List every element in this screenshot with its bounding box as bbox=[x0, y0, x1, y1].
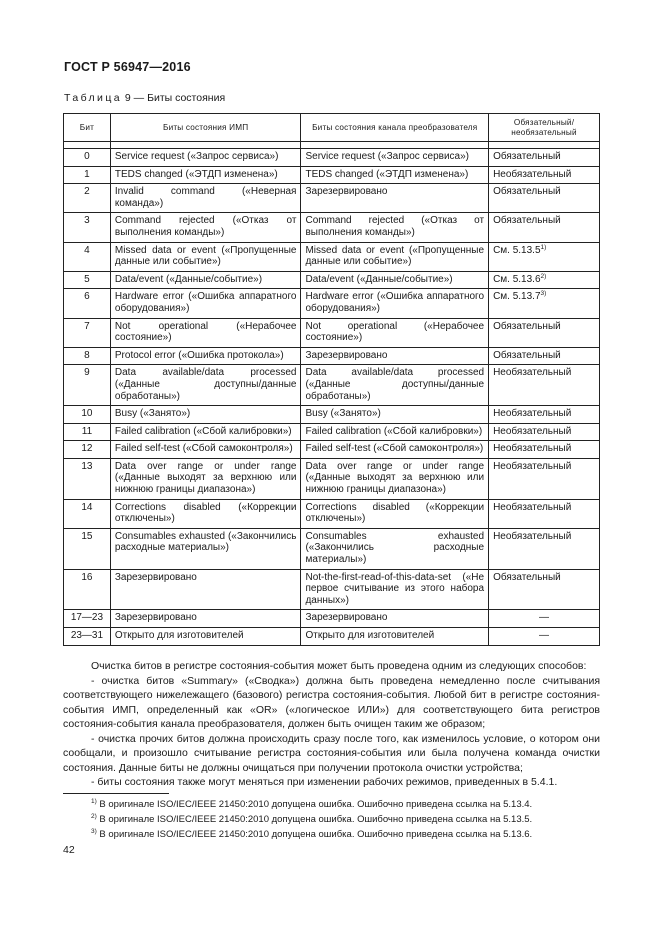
cell-channel-bit bbox=[301, 347, 489, 365]
cell-channel-bit-text: TEDS changed («ЭТДП изменена») bbox=[305, 168, 469, 180]
table-caption-text: 9 — Биты состояния bbox=[121, 92, 226, 104]
footnote-text: В оригинале ISO/IEC/IEEE 21450:2010 допущена ошибка. Ошибочно приведена ссылка на 5.13.6. bbox=[96, 829, 533, 840]
cell-channel-bit-text: Not operational («Нерабочее состояние») bbox=[305, 320, 485, 344]
cell-bit bbox=[64, 458, 111, 499]
table-caption-word: Таблица bbox=[64, 92, 122, 104]
cell-channel-bit-text: Зарезервировано bbox=[305, 186, 388, 198]
cell-required bbox=[489, 499, 600, 528]
cell-bit bbox=[64, 499, 111, 528]
cell-bit-text: 6 bbox=[84, 291, 90, 303]
cell-bit bbox=[64, 423, 111, 441]
cell-required bbox=[489, 184, 600, 213]
header-channel-bits: Биты состояния канала преобразователя bbox=[301, 114, 489, 142]
document-header-title: ГОСТ Р 56947—2016 bbox=[64, 60, 191, 74]
footnote bbox=[91, 812, 532, 827]
cell-imp-bit bbox=[110, 166, 301, 184]
footnote bbox=[91, 827, 532, 842]
cell-imp-bit bbox=[110, 610, 301, 628]
table-caption bbox=[64, 92, 225, 104]
cell-bit-text: 13 bbox=[81, 460, 93, 472]
cell-imp-bit-text: Data/event («Данные/событие») bbox=[114, 273, 263, 285]
cell-imp-bit bbox=[110, 149, 301, 167]
cell-bit bbox=[64, 242, 111, 271]
header-bit: Бит bbox=[64, 114, 111, 142]
body-item: - очистка прочих битов должна происходить сразу после того, как изменилось условие, о котором они сообщали, и произошло считывание регистра состояния-события или была получена команда очистки состояния. Данные биты не должны очищаться при получении протокола очистки устройства; bbox=[63, 732, 600, 774]
cell-required-text: Необязательный bbox=[493, 530, 572, 542]
cell-channel-bit bbox=[301, 528, 489, 569]
cell-bit bbox=[64, 149, 111, 167]
cell-required-text: См. 5.13.5 bbox=[493, 244, 541, 256]
cell-bit-text: 0 bbox=[84, 151, 90, 162]
cell-bit-text: 11 bbox=[81, 425, 93, 437]
table-row bbox=[64, 347, 600, 365]
footnotes bbox=[91, 797, 532, 842]
cell-required-text: Обязательный bbox=[493, 571, 561, 583]
table-row bbox=[64, 166, 600, 184]
cell-channel-bit-text: Command rejected («Отказ от выполнения команды») bbox=[305, 215, 485, 238]
cell-bit-text: 16 bbox=[81, 571, 93, 583]
cell-bit bbox=[64, 166, 111, 184]
cell-imp-bit-text: Missed data or event («Пропущенные данные или событие») bbox=[114, 244, 297, 268]
cell-channel-bit-text: Missed data or event («Пропущенные данные или событие») bbox=[305, 244, 485, 268]
cell-imp-bit-text: Зарезервировано bbox=[114, 571, 197, 583]
cell-channel-bit bbox=[301, 628, 489, 646]
table-row bbox=[64, 610, 600, 628]
cell-bit bbox=[64, 347, 111, 365]
cell-channel-bit-text: Data over range or under range («Данные выходят за верхнюю или нижнюю границы диапазона») bbox=[305, 460, 485, 496]
cell-channel-bit bbox=[301, 213, 489, 242]
cell-required bbox=[489, 213, 600, 242]
table-row bbox=[64, 458, 600, 499]
status-bits-table bbox=[63, 113, 600, 646]
table-row bbox=[64, 528, 600, 569]
cell-required-text: См. 5.13.6 bbox=[493, 273, 541, 285]
cell-imp-bit-text: Protocol error («Ошибка протокола») bbox=[114, 349, 284, 361]
cell-required bbox=[489, 458, 600, 499]
cell-bit-text: 3 bbox=[84, 215, 90, 227]
table-header-row bbox=[64, 114, 600, 142]
cell-imp-bit bbox=[110, 499, 301, 528]
cell-imp-bit-text: Hardware error («Ошибка аппаратного оборудования») bbox=[114, 291, 297, 314]
cell-required-text: Обязательный bbox=[493, 186, 561, 198]
table-row bbox=[64, 242, 600, 271]
cell-channel-bit-text: Зарезервировано bbox=[305, 349, 388, 361]
table-row bbox=[64, 184, 600, 213]
cell-imp-bit-text: Busy («Занято») bbox=[114, 408, 191, 420]
body-text bbox=[63, 659, 600, 790]
cell-imp-bit-text: Consumables exhausted («Закончились расходные материалы») bbox=[114, 530, 297, 554]
cell-channel-bit bbox=[301, 271, 489, 289]
cell-imp-bit-text: Зарезервировано bbox=[114, 612, 197, 624]
cell-channel-bit bbox=[301, 458, 489, 499]
table-row bbox=[64, 406, 600, 424]
footnote-mark: 2) bbox=[91, 813, 97, 820]
footnote bbox=[91, 797, 532, 812]
cell-bit bbox=[64, 271, 111, 289]
table-row bbox=[64, 271, 600, 289]
cell-channel-bit-text: Busy («Занято») bbox=[305, 408, 381, 420]
cell-required bbox=[489, 406, 600, 424]
cell-required-text: — bbox=[539, 612, 550, 624]
cell-imp-bit bbox=[110, 441, 301, 459]
cell-required-text: Необязательный bbox=[493, 168, 572, 180]
cell-required bbox=[489, 271, 600, 289]
table-row bbox=[64, 569, 600, 610]
cell-bit bbox=[64, 213, 111, 242]
cell-imp-bit-text: Service request («Запрос сервиса») bbox=[114, 151, 279, 162]
footnote-text: В оригинале ISO/IEC/IEEE 21450:2010 допущена ошибка. Ошибочно приведена ссылка на 5.13.5. bbox=[96, 814, 533, 825]
cell-channel-bit bbox=[301, 242, 489, 271]
cell-channel-bit bbox=[301, 406, 489, 424]
cell-channel-bit bbox=[301, 610, 489, 628]
cell-required-text: Обязательный bbox=[493, 320, 561, 332]
body-intro: Очистка битов в регистре состояния-события может быть проведена одним из следующих способов: bbox=[91, 660, 587, 672]
cell-required bbox=[489, 318, 600, 347]
cell-channel-bit-text: Data/event («Данные/событие») bbox=[305, 273, 453, 285]
cell-imp-bit-text: Command rejected («Отказ от выполнения команды») bbox=[114, 215, 297, 238]
cell-channel-bit-text: Failed calibration («Сбой калибровки») bbox=[305, 425, 483, 437]
cell-imp-bit bbox=[110, 458, 301, 499]
cell-channel-bit-text: Consumables exhausted («Закончились расходные материалы») bbox=[305, 530, 485, 566]
cell-bit-text: 4 bbox=[84, 244, 90, 256]
cell-imp-bit bbox=[110, 347, 301, 365]
table-row bbox=[64, 441, 600, 459]
cell-required bbox=[489, 289, 600, 318]
cell-bit bbox=[64, 528, 111, 569]
cell-bit-text: 8 bbox=[84, 349, 90, 361]
cell-bit bbox=[64, 569, 111, 610]
cell-imp-bit bbox=[110, 242, 301, 271]
cell-channel-bit bbox=[301, 166, 489, 184]
cell-bit bbox=[64, 628, 111, 646]
cell-required bbox=[489, 441, 600, 459]
cell-bit bbox=[64, 318, 111, 347]
cell-imp-bit-text: Invalid command («Неверная команда») bbox=[114, 186, 297, 209]
footnote-ref: 1) bbox=[540, 243, 547, 251]
table-row bbox=[64, 365, 600, 406]
cell-required bbox=[489, 423, 600, 441]
header-imp-bits: Биты состояния ИМП bbox=[110, 114, 301, 142]
table-row bbox=[64, 289, 600, 318]
cell-bit bbox=[64, 365, 111, 406]
table-row bbox=[64, 213, 600, 242]
cell-required-text: — bbox=[539, 630, 550, 641]
cell-imp-bit bbox=[110, 271, 301, 289]
cell-bit-text: 12 bbox=[81, 443, 93, 455]
cell-channel-bit-text: Failed self-test («Сбой самоконтроля») bbox=[305, 443, 484, 455]
table-body bbox=[64, 142, 600, 646]
cell-imp-bit-text: Data over range or under range («Данные выходят за верхнюю или нижнюю границы диапазона») bbox=[114, 460, 297, 496]
cell-bit-text: 15 bbox=[81, 530, 93, 542]
cell-imp-bit bbox=[110, 628, 301, 646]
cell-imp-bit bbox=[110, 318, 301, 347]
cell-bit bbox=[64, 406, 111, 424]
cell-required-text: Необязательный bbox=[493, 367, 572, 379]
footnote-ref: 2) bbox=[540, 272, 547, 280]
cell-channel-bit-text: Corrections disabled («Коррекции отключены») bbox=[305, 501, 485, 525]
cell-required-text: Необязательный bbox=[493, 460, 572, 472]
cell-required-text: Обязательный bbox=[493, 215, 561, 227]
cell-channel-bit-text: Service request («Запрос сервиса») bbox=[305, 151, 470, 162]
cell-required-text: Обязательный bbox=[493, 151, 561, 162]
page-number: 42 bbox=[63, 844, 75, 856]
cell-bit bbox=[64, 184, 111, 213]
cell-imp-bit-text: TEDS changed («ЭТДП изменена») bbox=[114, 168, 278, 180]
body-item: - очистка битов «Summary» («Сводка») должна быть проведена немедленно после считывания соответствующего нижележащего (базового) регистра состояния-события. Любой бит в регистре состояния-события ИМП, определенный как «OR» («логическое ИЛИ») для соответствующего бита регистров состояния-события канала преобразователя, должен быть очищен таким же образом; bbox=[63, 674, 600, 730]
cell-bit-text: 2 bbox=[84, 186, 90, 198]
cell-required-text: Необязательный bbox=[493, 443, 572, 455]
cell-required bbox=[489, 528, 600, 569]
cell-imp-bit-text: Открыто для изготовителей bbox=[114, 630, 244, 641]
cell-imp-bit bbox=[110, 365, 301, 406]
cell-channel-bit bbox=[301, 441, 489, 459]
cell-bit bbox=[64, 289, 111, 318]
cell-imp-bit-text: Corrections disabled («Коррекции отключены») bbox=[114, 501, 297, 525]
cell-required bbox=[489, 365, 600, 406]
table-row bbox=[64, 149, 600, 167]
cell-channel-bit-text: Hardware error («Ошибка аппаратного оборудования») bbox=[305, 291, 485, 314]
cell-required-text: См. 5.13.7 bbox=[493, 291, 541, 303]
cell-channel-bit bbox=[301, 289, 489, 318]
cell-required-text: Необязательный bbox=[493, 408, 572, 420]
cell-channel-bit bbox=[301, 365, 489, 406]
cell-bit-text: 9 bbox=[84, 367, 90, 379]
cell-required bbox=[489, 610, 600, 628]
table-row bbox=[64, 499, 600, 528]
cell-imp-bit-text: Data available/data processed («Данные доступны/данные обработаны») bbox=[114, 367, 297, 402]
footnote-mark: 1) bbox=[91, 798, 97, 805]
cell-channel-bit bbox=[301, 499, 489, 528]
cell-channel-bit bbox=[301, 149, 489, 167]
cell-imp-bit bbox=[110, 528, 301, 569]
footnote-text: В оригинале ISO/IEC/IEEE 21450:2010 допущена ошибка. Ошибочно приведена ссылка на 5.13.4. bbox=[96, 799, 533, 810]
cell-required bbox=[489, 166, 600, 184]
table-row bbox=[64, 423, 600, 441]
footnote-ref: 3) bbox=[540, 290, 547, 298]
cell-imp-bit-text: Not operational («Нерабочее состояние») bbox=[114, 320, 297, 344]
cell-channel-bit-text: Открыто для изготовителей bbox=[305, 630, 435, 641]
cell-bit-text: 17—23 bbox=[70, 612, 104, 624]
table-row bbox=[64, 628, 600, 646]
cell-required bbox=[489, 242, 600, 271]
cell-bit-text: 1 bbox=[84, 168, 90, 180]
cell-channel-bit-text: Not-the-first-read-of-this-data-set («Не первое считывание из этого набора данных») bbox=[305, 571, 485, 606]
cell-imp-bit bbox=[110, 213, 301, 242]
cell-channel-bit bbox=[301, 184, 489, 213]
cell-channel-bit bbox=[301, 423, 489, 441]
cell-channel-bit-text: Data available/data processed («Данные доступны/данные обработаны») bbox=[305, 367, 485, 402]
cell-channel-bit bbox=[301, 318, 489, 347]
cell-required bbox=[489, 347, 600, 365]
header-required: Обязательный/ необязательный bbox=[489, 114, 600, 142]
cell-imp-bit-text: Failed calibration («Сбой калибровки») bbox=[114, 425, 292, 437]
cell-bit-text: 7 bbox=[84, 320, 90, 332]
cell-imp-bit bbox=[110, 406, 301, 424]
cell-required-text: Необязательный bbox=[493, 425, 572, 437]
cell-imp-bit bbox=[110, 423, 301, 441]
cell-channel-bit bbox=[301, 569, 489, 610]
footnote-mark: 3) bbox=[91, 828, 97, 835]
cell-required-text: Необязательный bbox=[493, 501, 572, 513]
cell-imp-bit bbox=[110, 289, 301, 318]
cell-bit-text: 14 bbox=[81, 501, 93, 513]
cell-imp-bit bbox=[110, 569, 301, 610]
cell-required bbox=[489, 569, 600, 610]
table-spacer-row bbox=[64, 142, 600, 149]
cell-imp-bit-text: Failed self-test («Сбой самоконтроля») bbox=[114, 443, 293, 455]
cell-bit bbox=[64, 441, 111, 459]
body-item: - биты состояния также могут меняться при изменении рабочих режимов, приведенных в 5.4.1. bbox=[91, 776, 558, 788]
footnote-separator bbox=[63, 793, 169, 794]
table-row bbox=[64, 318, 600, 347]
cell-bit bbox=[64, 610, 111, 628]
cell-required bbox=[489, 628, 600, 646]
cell-required-text: Обязательный bbox=[493, 349, 561, 361]
cell-bit-text: 10 bbox=[81, 408, 93, 420]
cell-channel-bit-text: Зарезервировано bbox=[305, 612, 388, 624]
cell-bit-text: 5 bbox=[84, 273, 90, 285]
cell-imp-bit bbox=[110, 184, 301, 213]
cell-required bbox=[489, 149, 600, 167]
cell-bit-text: 23—31 bbox=[70, 630, 104, 641]
